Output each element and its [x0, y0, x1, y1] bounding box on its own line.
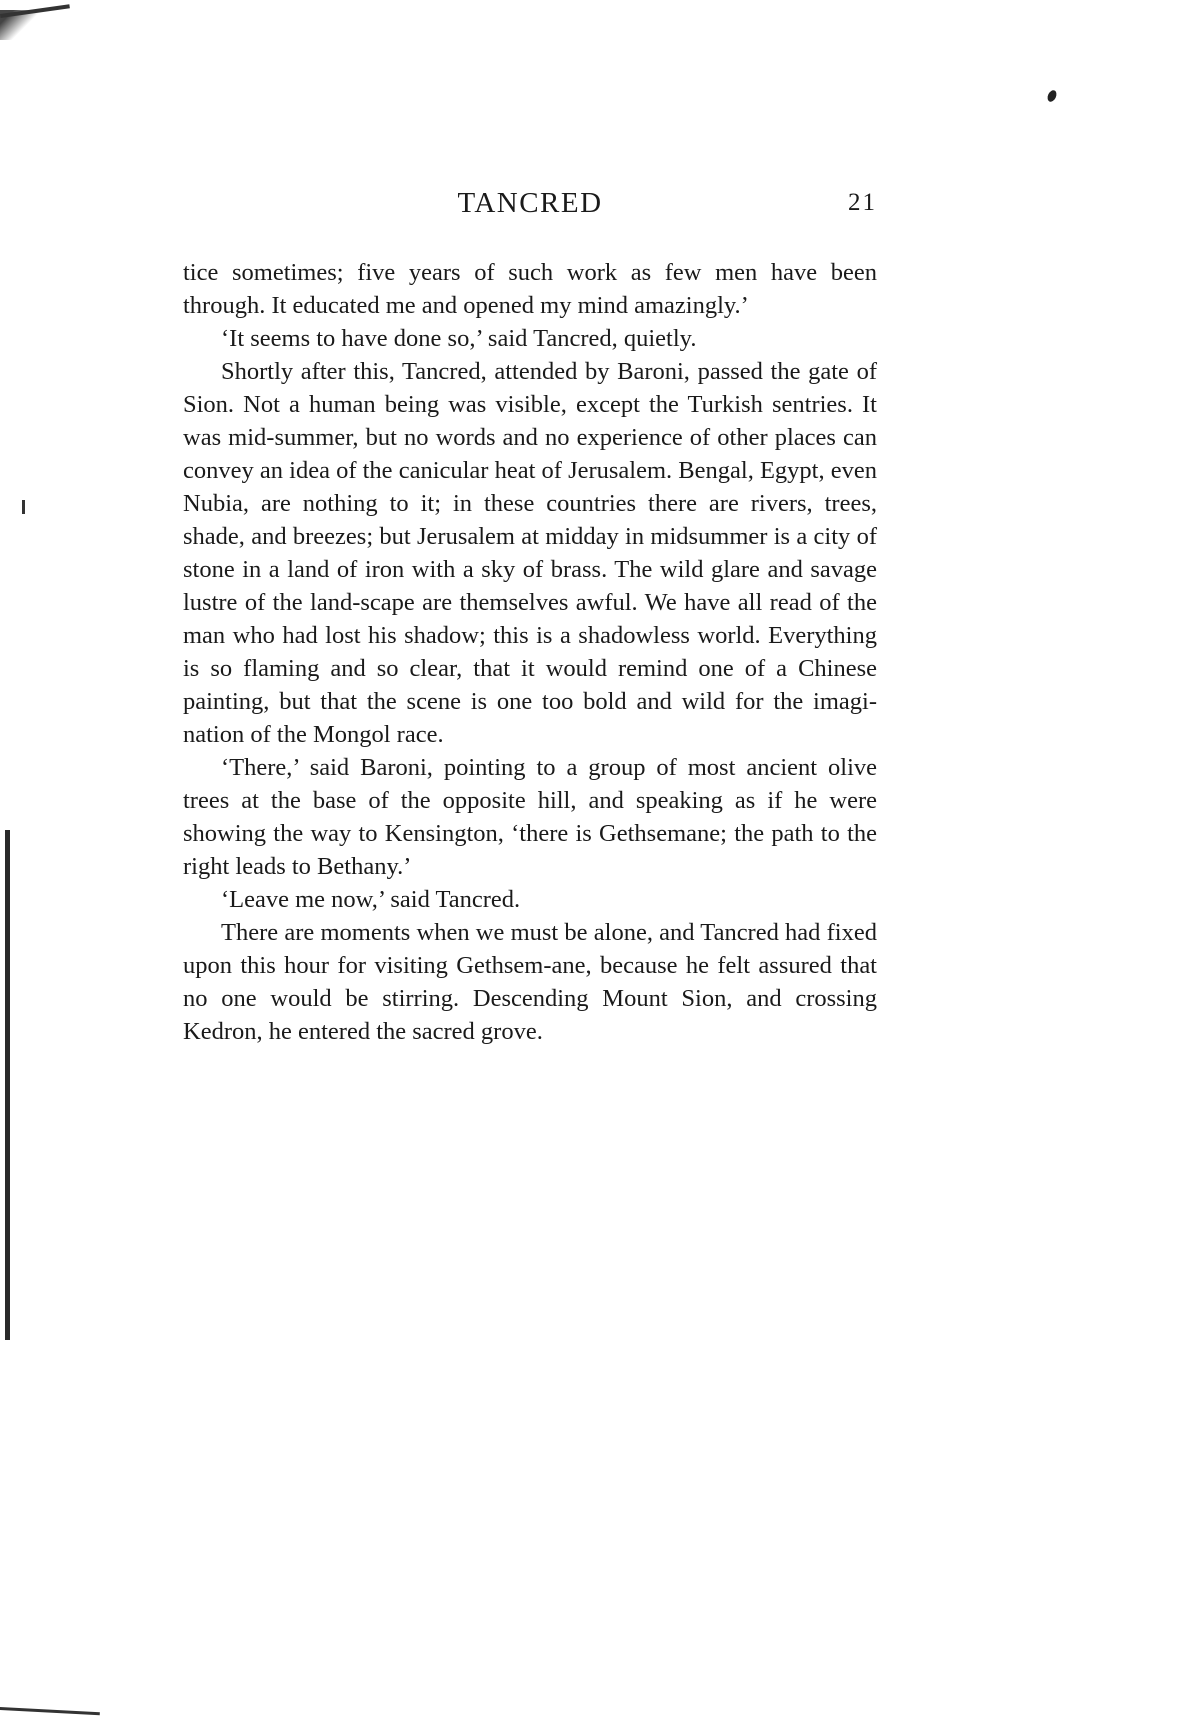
scan-margin-rule: [5, 830, 10, 1340]
paragraph: tice sometimes; five years of such work as few men have been through. It educated me and opened my mind amazingly.’: [183, 259, 877, 319]
scan-bottom-stroke: [0, 1707, 100, 1715]
body-text: [183, 256, 877, 1048]
paragraph: ‘There,’ said Baroni, pointing to a group of most ancient olive trees at the base of the opposite hill, and speaking as if he were showing the way to Kensington, ‘there is Gethsemane; the path to the right leads to Bethany.’: [183, 754, 877, 880]
paragraph: ‘It seems to have done so,’ said Tancred, quietly.: [221, 325, 697, 352]
paragraph: There are moments when we must be alone, and Tancred had fixed upon this hour for visiting Gethsem-ane, because he felt assured that no one would be stirring. Descending Mount Sion, and crossing Kedron, he entered the sacred grove.: [183, 919, 877, 1045]
running-title: TANCRED: [457, 187, 603, 219]
page-number: 21: [848, 189, 877, 216]
scan-margin-tick: [22, 500, 25, 514]
paragraph: Shortly after this, Tancred, attended by Baroni, passed the gate of Sion. Not a human being was visible, except the Turkish sentries. It was mid-summer, but no words and no experience of other places can convey an idea of the canicular heat of Jerusalem. Bengal, Egypt, even Nubia, are nothing to it; in these countries there are rivers, trees, shade, and breezes; but Jerusalem at midday in midsummer is a city of stone in a land of iron with a sky of brass. The wild glare and savage lustre of the land-scape are themselves awful. We have all read of the man who had lost his shadow; this is a shadowless world. Everything is so flaming and so clear, that it would remind one of a Chinese painting, but that the scene is one too bold and wild for the imagi-nation of the Mongol race.: [183, 358, 877, 748]
paragraph: ‘Leave me now,’ said Tancred.: [221, 886, 521, 913]
ink-blot: [1046, 89, 1058, 103]
running-head: [183, 187, 877, 227]
